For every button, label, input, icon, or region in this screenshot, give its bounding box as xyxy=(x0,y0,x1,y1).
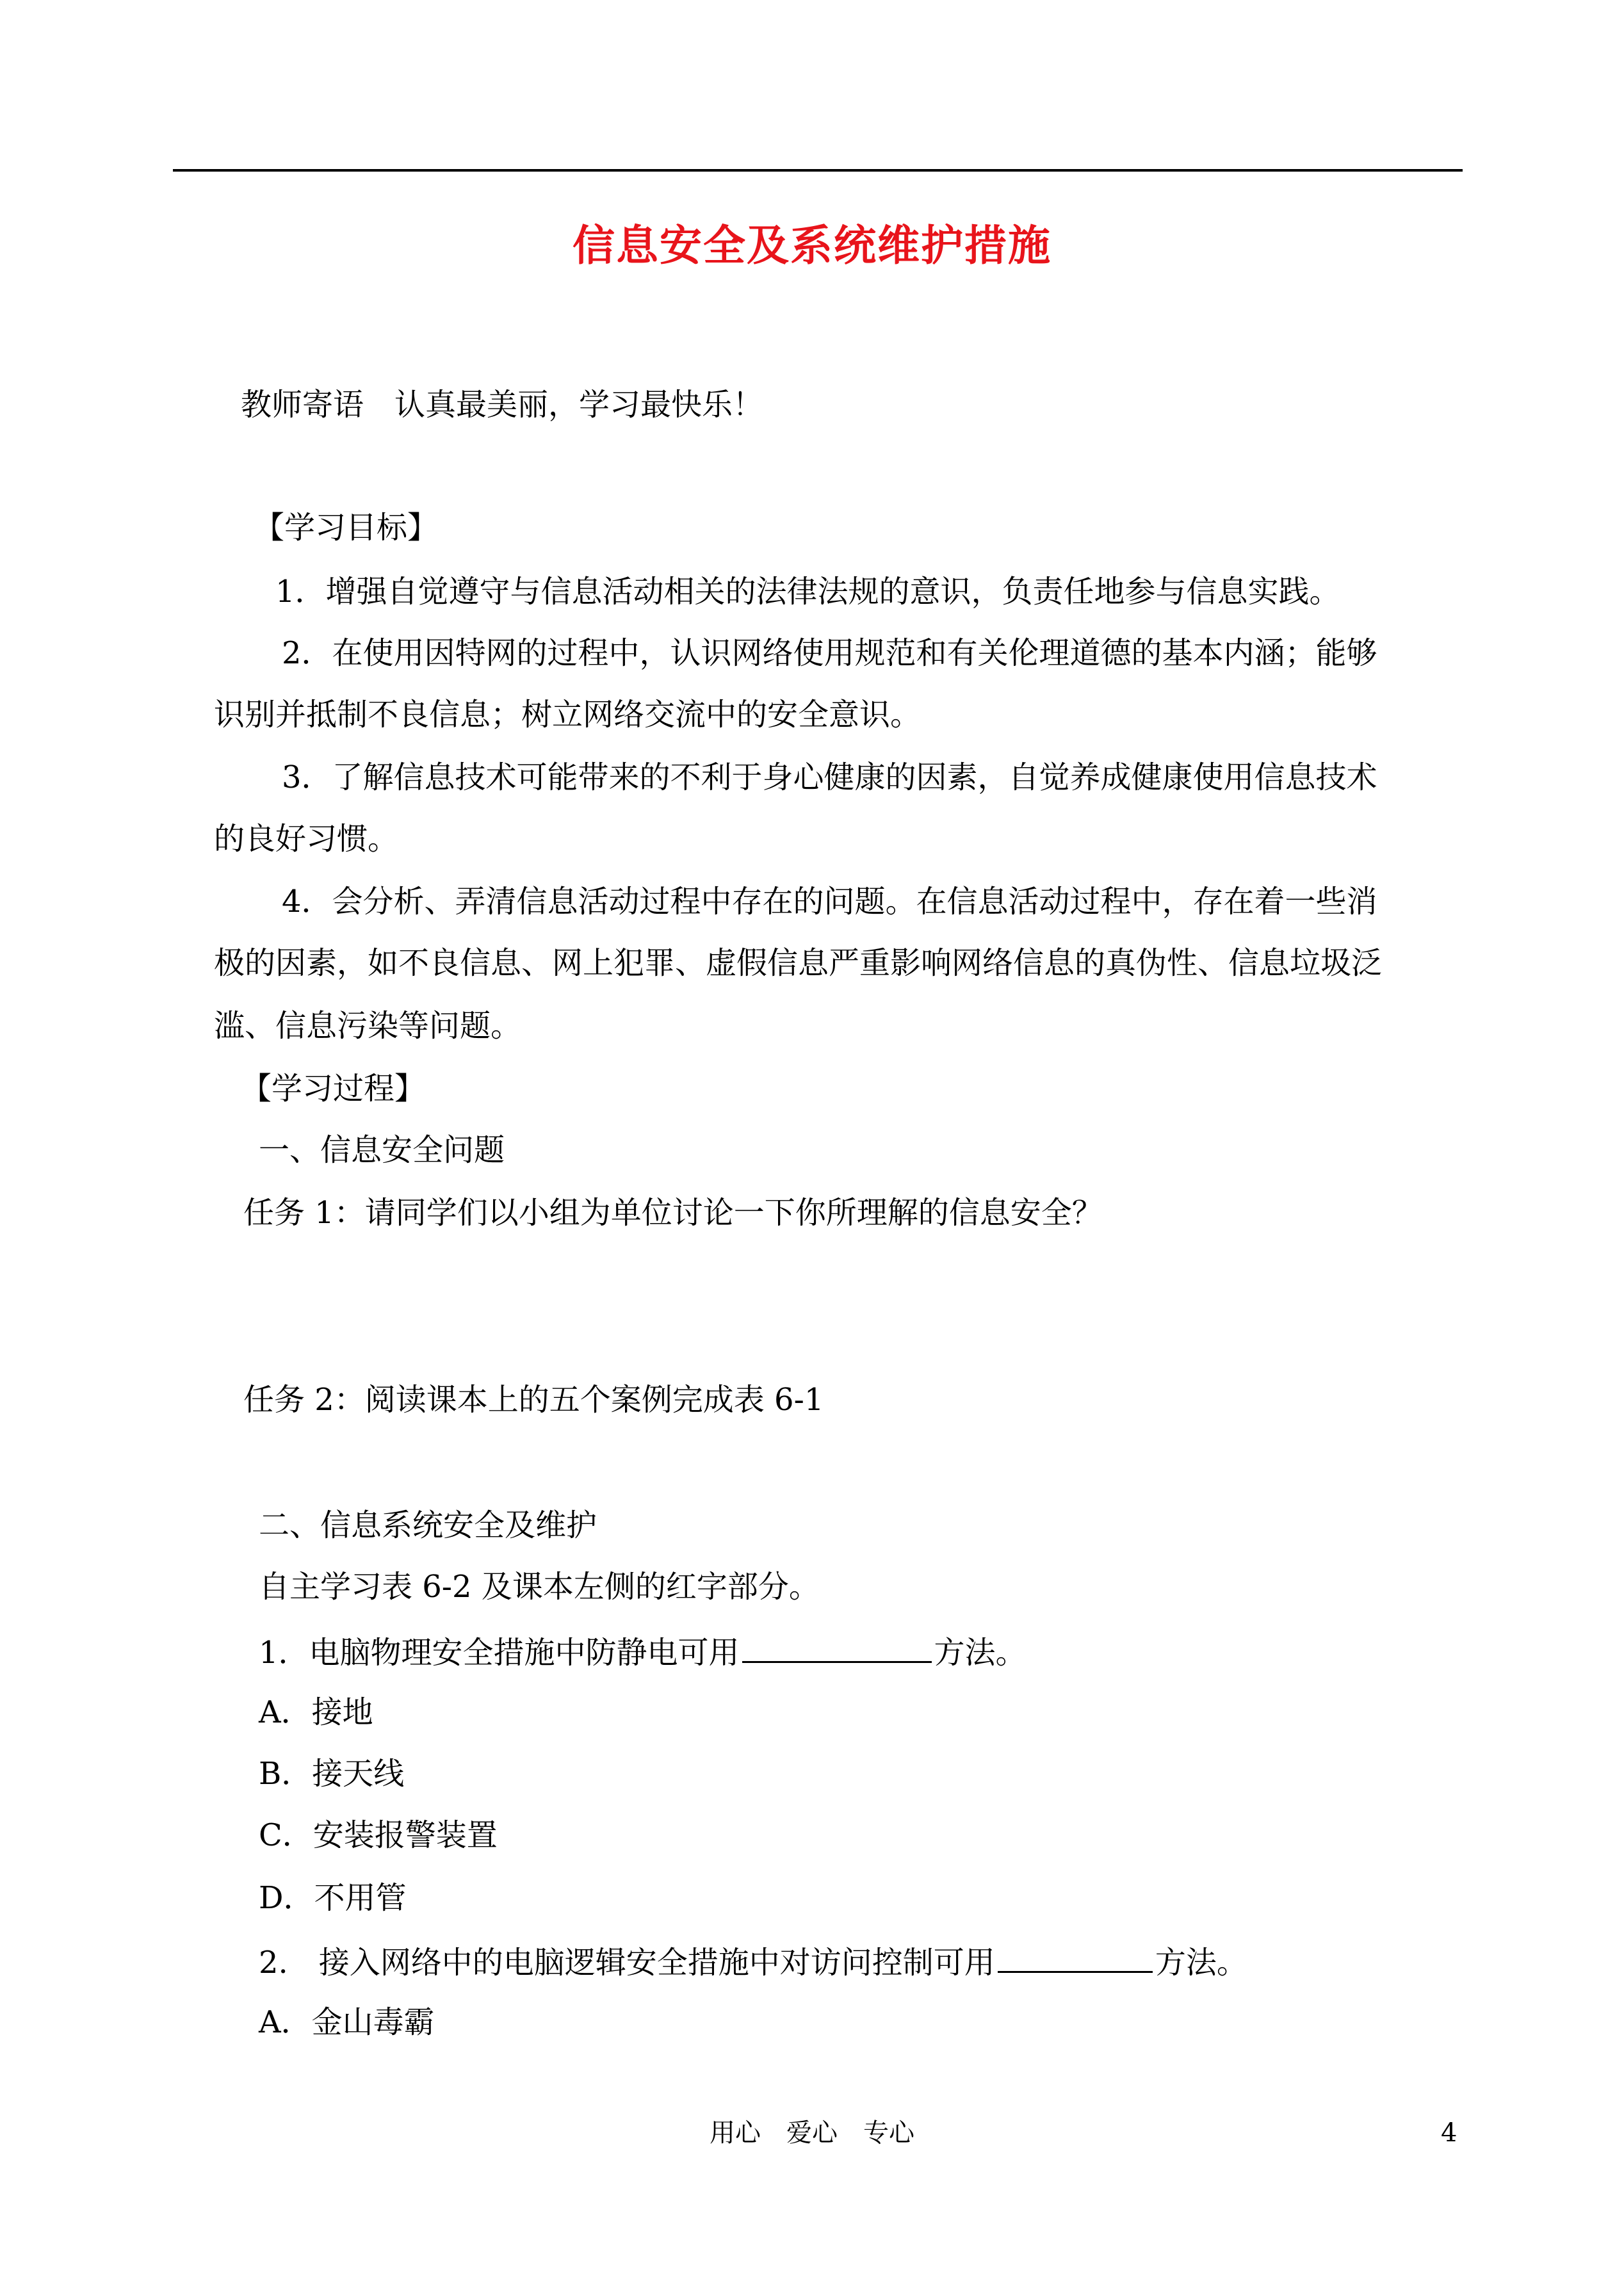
footer-motto: 用心 爱心 专心 xyxy=(710,2118,914,2148)
question-2-suffix: 方法。 xyxy=(1155,1945,1247,1981)
objective-2-line-2: 识别并抵制不良信息；树立网络交流中的安全意识。 xyxy=(214,697,922,733)
page-number: 4 xyxy=(1441,2118,1458,2148)
objective-2-line-1: 2．在使用因特网的过程中，认识网络使用规范和有关伦理道德的基本内涵；能够 xyxy=(282,635,1377,671)
question-2-option-a: A．金山毒霸 xyxy=(259,2004,435,2040)
question-1-answer-blank[interactable] xyxy=(742,1630,932,1663)
objective-3-line-1: 3．了解信息技术可能带来的不利于身心健康的因素，自觉养成健康使用信息技术 xyxy=(282,759,1377,795)
process-heading: 【学习过程】 xyxy=(241,1071,426,1107)
objective-4-line-1: 4．会分析、弄清信息活动过程中存在的问题。在信息活动过程中，存在着一些消 xyxy=(282,884,1377,920)
question-1-option-d: D．不用管 xyxy=(259,1880,407,1916)
question-2-text: 2. 接入网络中的电脑逻辑安全措施中对访问控制可用 xyxy=(259,1945,995,1981)
page-title: 信息安全及系统维护措施 xyxy=(572,220,1052,270)
section-2-heading: 二、信息系统安全及维护 xyxy=(259,1507,597,1543)
question-1 xyxy=(259,1630,1027,1672)
objective-4-line-2: 极的因素，如不良信息、网上犯罪、虚假信息严重影响网络信息的真伪性、信息垃圾泛 xyxy=(214,945,1383,981)
objectives-heading: 【学习目标】 xyxy=(254,510,439,546)
question-1-option-a: A．接地 xyxy=(259,1694,373,1730)
question-2-answer-blank[interactable] xyxy=(998,1940,1153,1973)
objective-3-line-2: 的良好习惯。 xyxy=(214,821,399,857)
objective-4-line-3: 滥、信息污染等问题。 xyxy=(214,1008,522,1044)
question-2 xyxy=(259,1940,1247,1982)
task-2: 任务 2：阅读课本上的五个案例完成表 6-1 xyxy=(243,1382,824,1418)
task-1: 任务 1：请同学们以小组为单位讨论一下你所理解的信息安全？ xyxy=(243,1195,1103,1231)
question-1-suffix: 方法。 xyxy=(934,1635,1027,1671)
self-study-instruction: 自主学习表 6-2 及课本左侧的红字部分。 xyxy=(259,1569,820,1605)
question-1-option-c: C．安装报警装置 xyxy=(259,1817,498,1853)
teacher-motto: 教师寄语 认真最美丽，学习最快乐！ xyxy=(241,387,764,423)
question-1-text: 1．电脑物理安全措施中防静电可用 xyxy=(259,1635,740,1671)
header-rule xyxy=(173,169,1463,172)
objective-1: 1．增强自觉遵守与信息活动相关的法律法规的意识，负责任地参与信息实践。 xyxy=(275,574,1340,610)
section-1-heading: 一、信息安全问题 xyxy=(259,1132,505,1168)
question-1-option-b: B．接天线 xyxy=(259,1756,405,1792)
